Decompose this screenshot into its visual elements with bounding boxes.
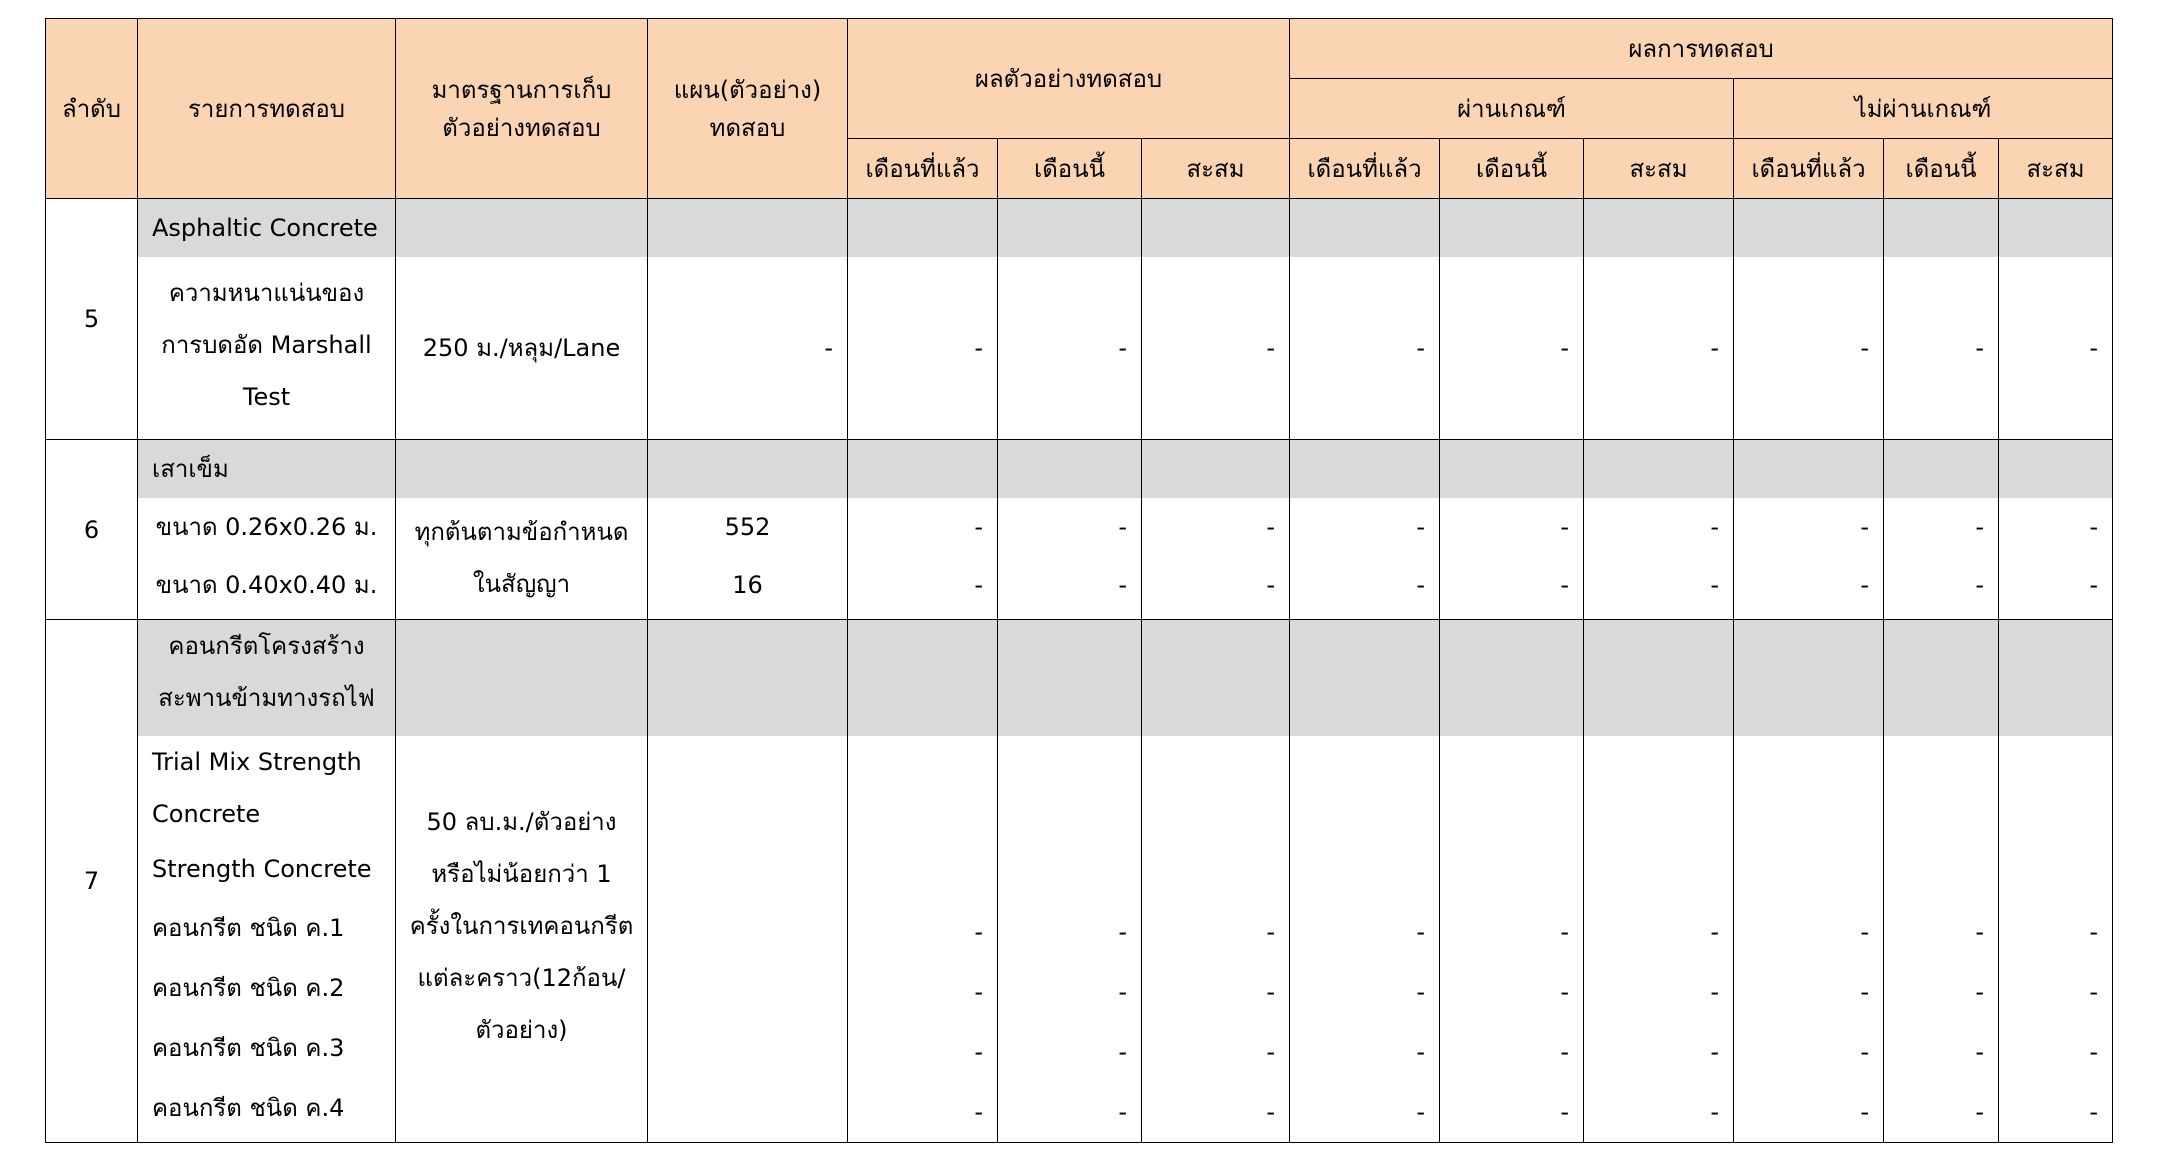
section-title: Asphaltic Concrete <box>138 199 395 257</box>
value-cell: - <box>974 1038 983 1066</box>
section-band <box>1440 199 1583 257</box>
pile-size-label: ขนาด 0.26x0.26 ม. <box>155 513 378 541</box>
value-cell: - <box>1710 334 1720 362</box>
value-cell: - <box>1560 334 1570 362</box>
section-band <box>396 199 647 257</box>
section-band <box>848 440 997 498</box>
value-cell: - <box>2089 1098 2099 1126</box>
sub-header-fail-this-month: เดือนนี้ <box>1884 139 1999 199</box>
sub-header-pass-this-month: เดือนนี้ <box>1440 139 1584 199</box>
section-band <box>998 199 1141 257</box>
section-band <box>396 620 647 736</box>
test-results-table <box>45 18 2113 1143</box>
section-band <box>648 440 847 498</box>
concrete-test-line: Strength Concrete <box>152 855 372 883</box>
value-cell: - <box>1416 978 1426 1006</box>
section-band <box>1440 620 1583 736</box>
standard-line: ตัวอย่าง) <box>475 1016 568 1044</box>
value-cell: - <box>1860 1038 1870 1066</box>
section-band <box>848 620 997 736</box>
value-cell: - <box>1860 571 1870 599</box>
value-cell: - <box>1266 1098 1276 1126</box>
value-cell: - <box>1975 1038 1985 1066</box>
table-row <box>46 620 2113 1143</box>
sub-header-pass-last-month: เดือนที่แล้ว <box>1290 139 1440 199</box>
section-title <box>138 620 395 736</box>
value-cell: - <box>1266 978 1276 1006</box>
test-item-line: การบดอัด Marshall <box>161 331 372 359</box>
standard-line: ครั้งในการเทคอนกรีต <box>409 912 634 940</box>
section-band <box>1440 440 1583 498</box>
test-item-cell <box>138 620 396 1143</box>
plan-value: - <box>824 334 833 362</box>
section-band <box>998 620 1141 736</box>
table-row <box>46 199 2113 440</box>
section-band <box>1884 199 1998 257</box>
col-header-plan <box>648 19 848 199</box>
section-band <box>848 199 997 257</box>
value-cell: - <box>1416 1098 1426 1126</box>
value-cell: - <box>1118 978 1127 1006</box>
sub-header-samples-last-month: เดือนที่แล้ว <box>848 139 998 199</box>
col-header-standard-line1: มาตรฐานการเก็บ <box>431 75 612 104</box>
value-cell: - <box>1416 513 1426 541</box>
section-band <box>1584 620 1733 736</box>
value-cell: - <box>1560 1098 1570 1126</box>
standard-text <box>396 736 647 1056</box>
concrete-type-label: คอนกรีต ชนิด ค.3 <box>152 1034 345 1062</box>
value-cell: - <box>1975 513 1985 541</box>
value-cell: - <box>1118 918 1127 946</box>
section-band <box>648 199 847 257</box>
plan-value: 552 <box>724 513 771 541</box>
value-cell: - <box>1118 513 1127 541</box>
test-item-cell <box>138 440 396 620</box>
value-cell: - <box>1416 918 1426 946</box>
section-band <box>1734 440 1883 498</box>
sub-header-fail-last-month: เดือนที่แล้ว <box>1734 139 1884 199</box>
sub-header-pass-cumulative: สะสม <box>1584 139 1734 199</box>
value-cell: - <box>1560 1038 1570 1066</box>
section-band <box>1142 199 1289 257</box>
concrete-type-label: คอนกรีต ชนิด ค.4 <box>152 1094 345 1122</box>
section-band <box>396 440 647 498</box>
value-cell: - <box>2089 1038 2099 1066</box>
standard-line: แต่ละคราว(12ก้อน/ <box>417 964 626 992</box>
value-cell: - <box>974 918 983 946</box>
value-cell: - <box>1118 334 1127 362</box>
section-band <box>1884 440 1998 498</box>
value-cell: - <box>1975 571 1985 599</box>
concrete-test-line: Trial Mix Strength <box>152 748 362 776</box>
plan-cell <box>648 620 848 1143</box>
section-band <box>648 620 847 736</box>
plan-cell <box>648 440 848 620</box>
value-cell: - <box>1118 1038 1127 1066</box>
value-cell: - <box>1416 1038 1426 1066</box>
value-cell: - <box>1560 918 1570 946</box>
col-header-pass: ผ่านเกณฑ์ <box>1290 79 1734 139</box>
value-cell: - <box>1560 513 1570 541</box>
col-header-standard <box>396 19 648 199</box>
col-header-fail: ไม่ผ่านเกณฑ์ <box>1734 79 2113 139</box>
section-band <box>1999 620 2112 736</box>
sub-header-samples-cumulative: สะสม <box>1142 139 1290 199</box>
concrete-type-label: คอนกรีต ชนิด ค.1 <box>152 914 345 942</box>
sub-header-fail-cumulative: สะสม <box>1999 139 2113 199</box>
standard-line: หรือไม่น้อยกว่า 1 <box>431 860 612 888</box>
value-cell: - <box>1266 918 1276 946</box>
value-cell: - <box>2089 571 2099 599</box>
section-band <box>1142 620 1289 736</box>
test-item-line: Test <box>242 383 291 411</box>
section-band <box>1734 620 1883 736</box>
value-cell: - <box>1975 978 1985 1006</box>
test-item-line: ความหนาแน่นของ <box>168 279 365 307</box>
value-cell: - <box>1975 918 1985 946</box>
value-cell: - <box>974 571 983 599</box>
standard-cell <box>396 620 648 1143</box>
section-title: เสาเข็ม <box>138 440 395 498</box>
value-cell: - <box>1860 918 1870 946</box>
value-cell: - <box>1118 1098 1127 1126</box>
value-cell: - <box>974 513 983 541</box>
plan-value: 16 <box>732 571 763 599</box>
section-band <box>998 440 1141 498</box>
standard-cell <box>396 199 648 440</box>
section-band <box>1734 199 1883 257</box>
value-cell: - <box>1860 334 1870 362</box>
value-cell: - <box>2089 918 2099 946</box>
value-cell: - <box>1860 1098 1870 1126</box>
value-cell: - <box>1860 978 1870 1006</box>
section-band <box>1290 199 1439 257</box>
value-cell: - <box>1266 513 1276 541</box>
row-number: 7 <box>46 620 138 1143</box>
value-cell: - <box>1710 513 1720 541</box>
section-title-line: สะพานข้ามทางรถไฟ <box>158 684 375 712</box>
value-cell: - <box>974 978 983 1006</box>
col-header-results: ผลการทดสอบ <box>1290 19 2113 79</box>
standard-line: ในสัญญา <box>472 570 571 598</box>
plan-cell <box>648 199 848 440</box>
concrete-test-line: Concrete <box>152 800 261 828</box>
col-header-samples: ผลตัวอย่างทดสอบ <box>848 19 1290 139</box>
row-number: 5 <box>46 199 138 440</box>
value-cell: - <box>1975 1098 1985 1126</box>
value-cell: - <box>1118 571 1127 599</box>
value-cell: - <box>1975 334 1985 362</box>
standard-line: 50 ลบ.ม./ตัวอย่าง <box>426 808 617 836</box>
table-row <box>46 440 2113 620</box>
value-cell: - <box>1416 334 1426 362</box>
value-cell: - <box>1710 978 1720 1006</box>
section-band <box>1584 199 1733 257</box>
test-item-description <box>138 257 395 423</box>
section-band <box>1999 199 2112 257</box>
standard-line: ทุกต้นตามข้อกำหนด <box>414 518 629 546</box>
value-cell: - <box>1560 571 1570 599</box>
section-band <box>1584 440 1733 498</box>
section-band <box>1142 440 1289 498</box>
concrete-test-list <box>138 736 395 1138</box>
table-header <box>46 19 2113 199</box>
col-header-plan-line1: แผน(ตัวอย่าง) <box>673 75 822 104</box>
value-cell: - <box>2089 334 2099 362</box>
value-cell: - <box>974 334 983 362</box>
col-header-item: รายการทดสอบ <box>138 19 396 199</box>
value-cell: - <box>1710 918 1720 946</box>
value-cell: - <box>2089 513 2099 541</box>
standard-text <box>396 498 647 610</box>
value-cell: - <box>1710 1038 1720 1066</box>
value-cell: - <box>974 1098 983 1126</box>
pile-size-label: ขนาด 0.40x0.40 ม. <box>155 571 378 599</box>
row-number: 6 <box>46 440 138 620</box>
section-band <box>1290 620 1439 736</box>
value-cell: - <box>1266 334 1276 362</box>
value-cell: - <box>1710 1098 1720 1126</box>
sub-header-samples-this-month: เดือนนี้ <box>998 139 1142 199</box>
col-header-no: ลำดับ <box>46 19 138 199</box>
section-title-line: คอนกรีตโครงสร้าง <box>168 632 365 660</box>
col-header-standard-line2: ตัวอย่างทดสอบ <box>442 113 601 142</box>
value-cell: - <box>2089 978 2099 1006</box>
value-cell: - <box>1560 978 1570 1006</box>
value-cell: - <box>1266 571 1276 599</box>
col-header-plan-line2: ทดสอบ <box>709 113 786 142</box>
standard-text: 250 ม./หลุม/Lane <box>422 334 621 362</box>
test-results-table-container <box>45 18 2113 1143</box>
test-item-cell <box>138 199 396 440</box>
standard-cell <box>396 440 648 620</box>
value-cell: - <box>1860 513 1870 541</box>
value-cell: - <box>1416 571 1426 599</box>
value-cell: - <box>1266 1038 1276 1066</box>
concrete-type-label: คอนกรีต ชนิด ค.2 <box>152 974 345 1002</box>
section-band <box>1884 620 1998 736</box>
section-band <box>1290 440 1439 498</box>
section-band <box>1999 440 2112 498</box>
value-cell: - <box>1710 571 1720 599</box>
